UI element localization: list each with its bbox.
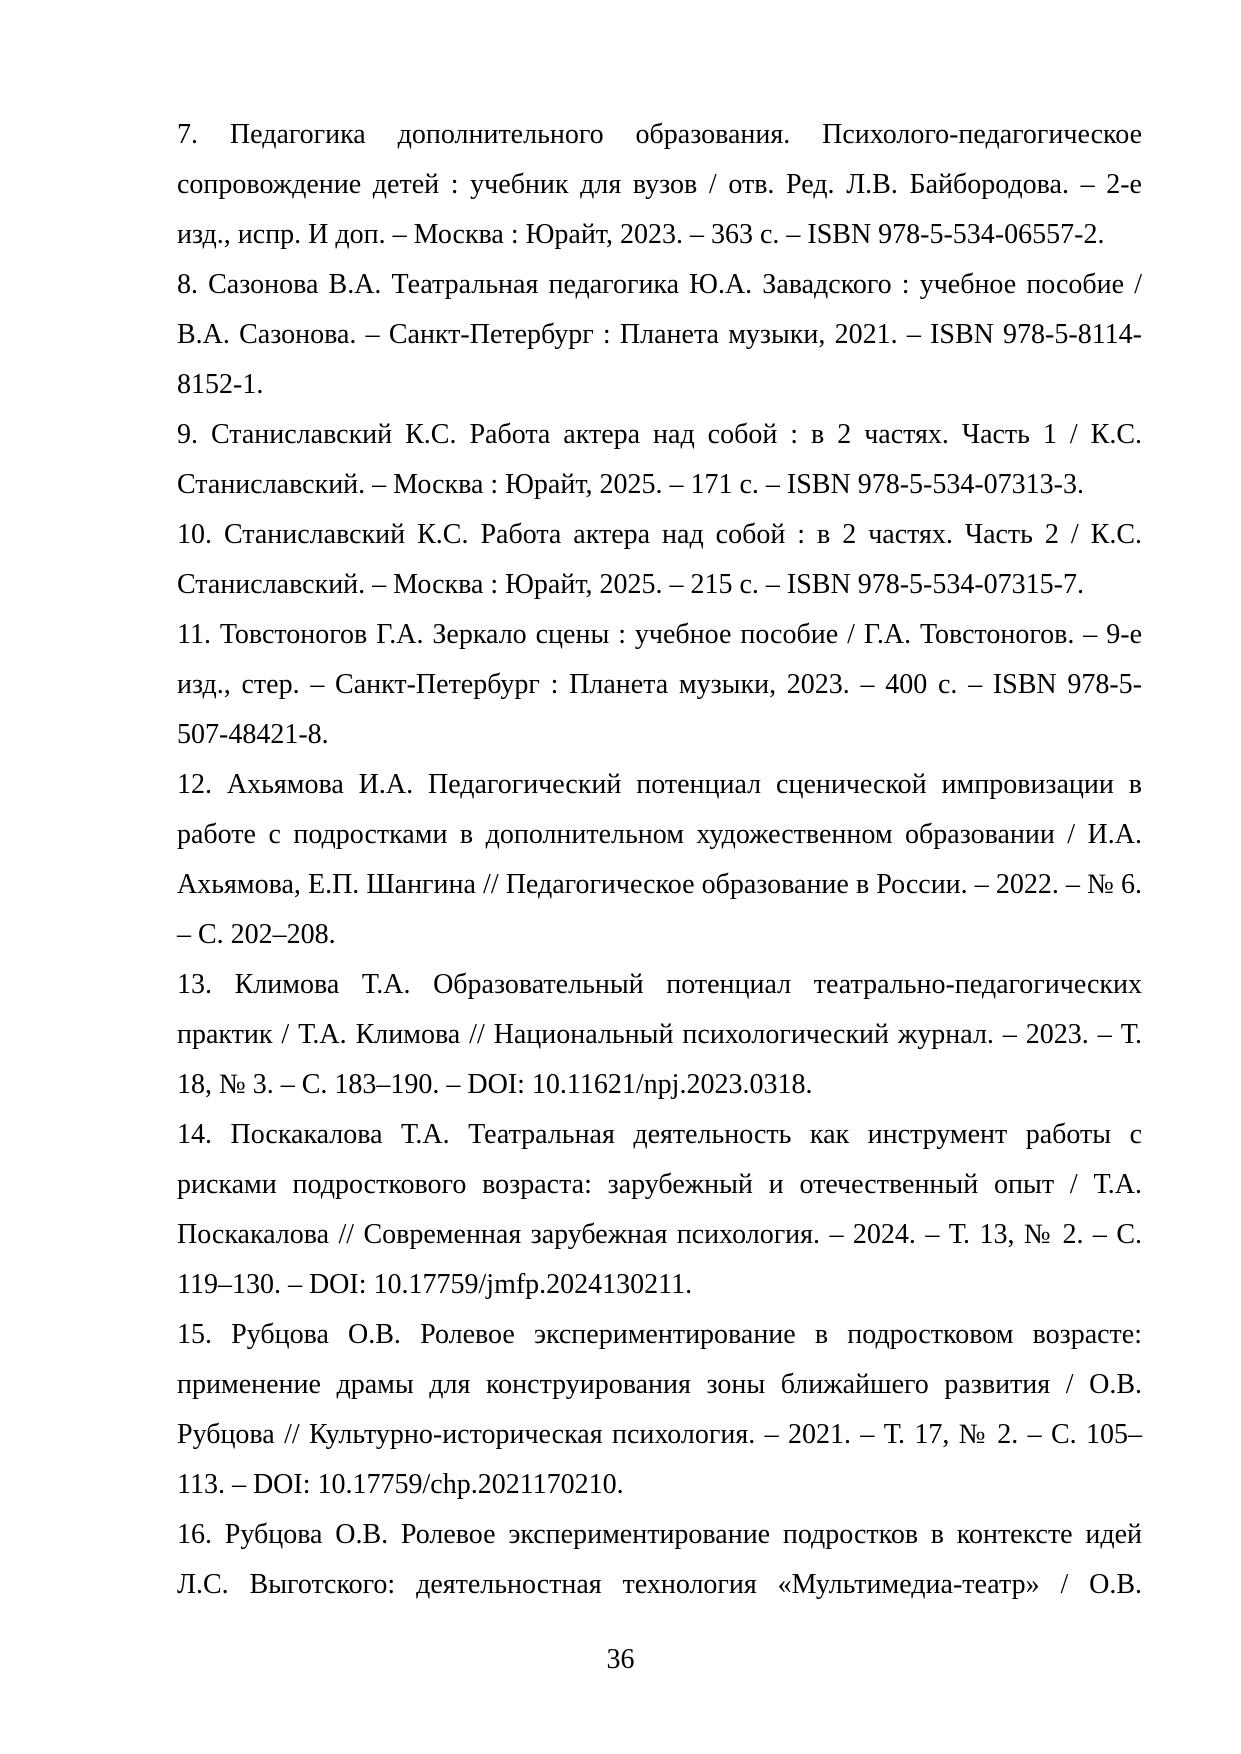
- reference-item-10: 10. Станиславский К.С. Работа актера над собой : в 2 частях. Часть 2 / К.С. Станиславский. – Москва : Юрайт, 2025. – 215 с. – ISBN 978-5-534-07315-7.: [177, 519, 1142, 600]
- reference-item-13: 13. Климова Т.А. Образовательный потенциал театрально-педагогических практик / Т.А. Климова // Национальный психологический журнал. – 2023. – Т. 18, № 3. – С. 183–190. – DOI: 10.11621/npj.2023.0318.: [177, 969, 1142, 1100]
- reference-item-9: 9. Станиславский К.С. Работа актера над собой : в 2 частях. Часть 1 / К.С. Станиславский. – Москва : Юрайт, 2025. – 171 с. – ISBN 978-5-534-07313-3.: [177, 419, 1142, 500]
- reference-item-15: 15. Рубцова О.В. Ролевое экспериментирование в подростковом возрасте: применение драмы для конструирования зоны ближайшего развития / О.В. Рубцова // Культурно-историческая психология. – 2021. – Т. 17, № 2. – С. 105–113. – DOI: 10.17759/chp.2021170210.: [177, 1319, 1142, 1500]
- reference-item-7: 7. Педагогика дополнительного образования. Психолого-педагогическое сопровождение детей : учебник для вузов / отв. Ред. Л.В. Байбородова. – 2-е изд., испр. И доп. – Москва : Юрайт, 2023. – 363 с. – ISBN 978-5-534-06557-2.: [177, 119, 1142, 250]
- reference-item-16: 16. Рубцова О.В. Ролевое экспериментирование подростков в контексте идей Л.С. Выготского: деятельностная технология «Мультимедиа-театр» / О.В.: [177, 1519, 1142, 1600]
- reference-item-12: 12. Ахьямова И.А. Педагогический потенциал сценической импровизации в работе с подростками в дополнительном художественном образовании / И.А. Ахьямова, Е.П. Шангина // Педагогическое образование в России. – 2022. – № 6. – С. 202–208.: [177, 769, 1142, 950]
- reference-item-8: 8. Сазонова В.А. Театральная педагогика Ю.А. Завадского : учебное пособие / В.А. Сазонова. – Санкт-Петербург : Планета музыки, 2021. – ISBN 978-5-8114-8152-1.: [177, 269, 1142, 400]
- page-number: 36: [606, 1644, 635, 1675]
- reference-item-11: 11. Товстоногов Г.А. Зеркало сцены : учебное пособие / Г.А. Товстоногов. – 9-е изд., стер. – Санкт-Петербург : Планета музыки, 2023. – 400 с. – ISBN 978-5-507-48421-8.: [177, 619, 1142, 750]
- reference-item-14: 14. Поскакалова Т.А. Театральная деятельность как инструмент работы с рисками подросткового возраста: зарубежный и отечественный опыт / Т.А. Поскакалова // Современная зарубежная психология. – 2024. – Т. 13, № 2. – С. 119–130. – DOI: 10.17759/jmfp.2024130211.: [177, 1119, 1142, 1300]
- reference-list: [177, 110, 1142, 1610]
